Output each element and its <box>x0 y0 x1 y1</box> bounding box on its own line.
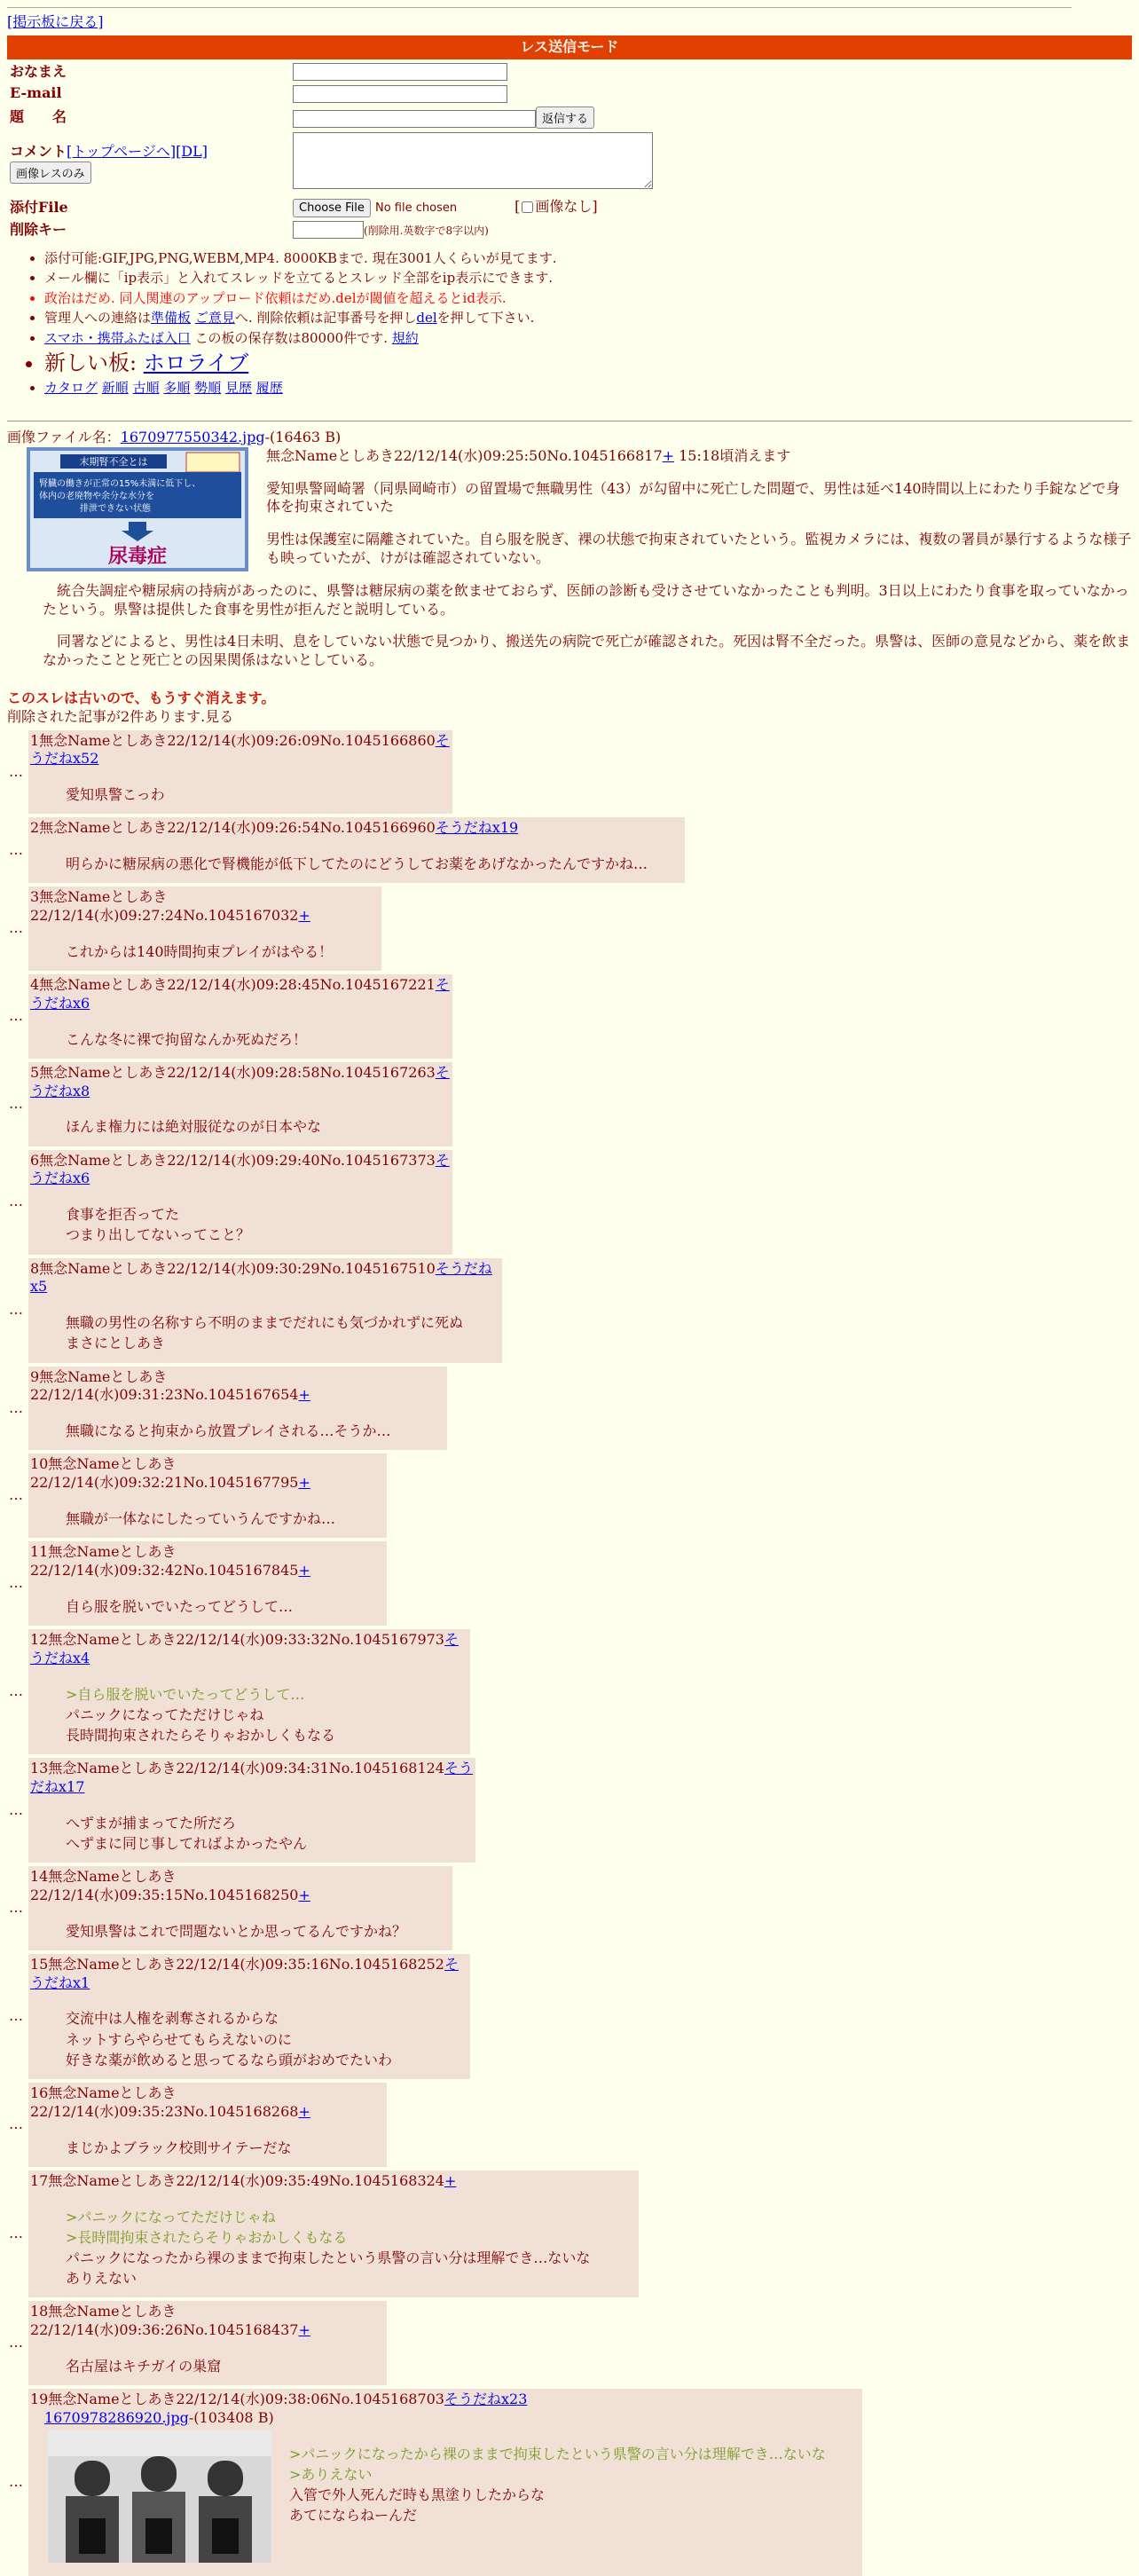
quote-line: >長時間拘束されたらそりゃおかしくもなる <box>66 2228 348 2246</box>
text-line: 名古屋はキチガイの巣窟 <box>66 2357 222 2375</box>
reply-header-text: 18無念Nameとしあき22/12/14(水)09:36:26No.1045168437 <box>30 2303 299 2339</box>
reply-dots: … <box>9 2334 23 2351</box>
reply-header-text: 5無念Nameとしあき22/12/14(水)09:28:58No.1045167263 <box>30 1063 436 1081</box>
reply-row <box>7 1258 1132 1363</box>
reply-header-text: 14無念Nameとしあき22/12/14(水)09:35:15No.1045168250 <box>30 1868 299 1903</box>
reply-post <box>28 1150 452 1255</box>
text-line: 好きな薬が飲めると思ってるなら頭がおめでたいわ <box>66 2051 393 2068</box>
no-file-text: No file chosen <box>374 201 458 215</box>
sort-many-link[interactable]: 多順 <box>163 380 191 397</box>
reply-row <box>7 1758 1132 1863</box>
reply-dots: … <box>9 1398 23 1416</box>
image-only-button[interactable]: 画像レスのみ <box>10 161 91 184</box>
catalog-link[interactable]: カタログ <box>44 380 98 397</box>
reply-header-text: 12無念Nameとしあき22/12/14(水)09:33:32No.1045167973 <box>30 1630 444 1648</box>
sodane-link[interactable]: そうだねx6 <box>30 976 450 1012</box>
text-line: ありえない <box>66 2270 137 2288</box>
reply-header-text: 9無念Nameとしあき22/12/14(水)09:31:23No.1045167654 <box>30 1367 299 1404</box>
reply-text <box>66 2138 385 2158</box>
reply-header <box>30 1868 451 1905</box>
contact-text-3: を押して下さい. <box>436 310 535 327</box>
sodane-link[interactable]: そうだねx52 <box>30 731 450 768</box>
info-sort-links <box>44 380 1132 398</box>
reply-row <box>7 1629 1132 1754</box>
text-line: へずまに同じ事してればよかったやん <box>66 1834 308 1852</box>
reply-post <box>28 1866 452 1950</box>
text-line: 愛知県警こっわ <box>66 786 165 804</box>
mobile-entrance-link[interactable]: スマホ・携帯ふたば入口 <box>44 329 191 346</box>
reply-text <box>66 1684 468 1746</box>
text-line: 入管で外人死んだ時も黒塗りしたからな <box>289 2486 546 2504</box>
reply-header-text: 3無念Nameとしあき22/12/14(水)09:27:24No.1045167032 <box>30 888 299 925</box>
no-image-option: [ 画像なし] <box>515 197 598 215</box>
reply-text <box>66 1116 451 1137</box>
info-new-board <box>44 350 1132 377</box>
subject-input[interactable] <box>293 110 536 128</box>
rules-link[interactable]: 規約 <box>391 329 419 346</box>
op-image-caption: 尿毒症 <box>107 545 168 568</box>
plus-link[interactable]: + <box>298 2321 310 2339</box>
reply-header <box>30 1455 385 1493</box>
plus-link[interactable]: + <box>298 1474 310 1492</box>
text-line: 長時間拘束されたらそりゃおかしくもなる <box>66 1726 336 1744</box>
reply-dots: … <box>9 919 23 937</box>
text-line: あてにならねーんだ <box>289 2507 418 2525</box>
subject-label: 題 名 <box>10 108 67 126</box>
op-post <box>7 429 1132 670</box>
reply-post <box>28 1062 452 1146</box>
sort-old-link[interactable]: 古順 <box>132 380 160 397</box>
op-file-label: 画像ファイル名： <box>7 428 121 445</box>
no-image-checkbox[interactable] <box>522 201 533 213</box>
reply-text <box>66 2207 637 2289</box>
sort-new-link[interactable]: 新順 <box>101 380 129 397</box>
reply-dots: … <box>9 2115 23 2132</box>
reply-header <box>30 2391 860 2409</box>
sodane-link[interactable]: そうだねx19 <box>435 819 519 837</box>
dl-link[interactable]: [DL] <box>176 143 208 161</box>
reply-post <box>28 1629 470 1754</box>
op-paragraph: 同署などによると、男性は4日未明、息をしていない状態で見つかり、搬送先の病院で死亡が確認された。死因は腎不全だった。県警は、医師の意見などから、薬を飲まなかったことと死亡との因果関係はないとしている。 <box>43 633 1131 669</box>
comment-textarea[interactable] <box>293 132 653 189</box>
reply-row <box>7 2389 1132 2576</box>
submit-reply-button[interactable]: 返信する <box>536 106 594 129</box>
reply-row <box>7 1954 1132 2079</box>
comment-label-cell <box>7 130 290 196</box>
deleted-posts-note[interactable]: 削除された記事が2件あります.見る <box>7 707 234 725</box>
new-board-link[interactable]: ホロライブ <box>143 351 249 376</box>
reply-header-text: 4無念Nameとしあき22/12/14(水)09:28:45No.1045167221 <box>30 976 436 994</box>
delkey-note: (削除用.英数字で8字以内) <box>364 224 489 237</box>
quote-line: >パニックになったから裸のままで拘束したという県警の言い分は理解でき…ないな <box>289 2445 826 2462</box>
reply-post <box>28 1541 387 1626</box>
reply-text <box>66 854 683 874</box>
no-image-label: 画像なし <box>535 197 593 215</box>
reply-header-text: 1無念Nameとしあき22/12/14(水)09:26:09No.1045166860 <box>30 731 436 749</box>
plus-link[interactable]: + <box>298 907 310 925</box>
reply-post <box>28 2389 862 2576</box>
reply-row <box>7 2083 1132 2167</box>
reply-content <box>30 2428 860 2568</box>
reply-text <box>66 2356 385 2376</box>
reply-list <box>7 730 1132 2386</box>
reply-header-text: 11無念Nameとしあき22/12/14(水)09:32:42No.1045167845 <box>30 1543 299 1579</box>
reply-dots: … <box>9 2007 23 2024</box>
reply-header <box>30 819 683 838</box>
reply-header-text: 17無念Nameとしあき22/12/14(水)09:35:49No.1045168324 <box>30 2171 444 2189</box>
reply-post <box>28 730 452 815</box>
plus-link[interactable]: + <box>444 2171 457 2189</box>
reply-header <box>30 1368 445 1406</box>
reply-header <box>30 1760 474 1797</box>
reply-dots: … <box>9 2473 23 2491</box>
sodane-link[interactable]: そうだねx8 <box>30 1063 450 1099</box>
info-rules: • 政治はだめ. 同人関連のアップロード依頼はだめ.delが閾値を超えるとid表示. <box>44 290 1132 308</box>
reply-dots: … <box>9 1193 23 1210</box>
reply-dots: … <box>9 762 23 780</box>
info-mobile <box>44 330 1132 348</box>
reply-row <box>7 1866 1132 1950</box>
reply-post <box>28 2083 387 2167</box>
reply-header-text: 16無念Nameとしあき22/12/14(水)09:35:23No.1045168268 <box>30 2084 299 2120</box>
plus-link[interactable]: + <box>298 1886 310 1903</box>
reply-header <box>30 1956 468 1993</box>
op-image-body-2: 体内の老廃物や余分な水分を <box>39 491 154 501</box>
op-image-body-3: 排泄できない状態 <box>80 503 151 514</box>
thread-expiring-warning: このスレは古いので、もうすぐ消えます。 <box>7 689 276 706</box>
op-paragraph: 統合失調症や糖尿病の持病があったのに、県警は糖尿病の薬を飲ませておらず、医師の診断も受けさせていなかったことも判明。3日以上にわたり食事を取っていなかったという。県警は提供した食事を男性が拒んだと説明している。 <box>43 581 1129 618</box>
text-line: ネットすらやらせてもらえないのに <box>66 2030 293 2048</box>
reply-header <box>30 1543 385 1580</box>
reply-thumbnail[interactable] <box>48 2430 271 2568</box>
text-line: パニックになってただけじゃね <box>66 1706 264 1723</box>
reply-dots: … <box>9 840 23 858</box>
delkey-label: 削除キー <box>10 220 67 238</box>
reply-row <box>7 1541 1132 1626</box>
reply-row <box>7 2301 1132 2385</box>
reply-header <box>30 1064 451 1101</box>
back-nav <box>7 13 1132 32</box>
text-line: ほんま権力には絶対服従なのが日本やな <box>66 1118 322 1136</box>
reply-post <box>28 886 381 971</box>
text-line: 自ら服を脱いでいたってどうして… <box>66 1597 294 1615</box>
text-line: まさにとしあき <box>66 1335 166 1352</box>
storage-text: この板の保存数は80000件です. <box>190 329 392 346</box>
text-line: 食事を拒否ってた <box>66 1206 180 1224</box>
info-ip: • メール欄に「ip表示」と入れてスレッドを立てるとスレッド全部をip表示にできます. <box>44 270 1132 288</box>
op-paragraph: 男性は保護室に隔離されていた。自ら服を脱ぎ、裸の状態で拘束されていたという。監視カメラには、複数の署員が暴行するような様子も映っていたが、けがは確認されていない。 <box>266 531 1132 566</box>
op-image-title: 末期腎不全とは <box>79 455 148 468</box>
reply-header <box>30 888 380 926</box>
sodane-link[interactable]: そうだねx6 <box>30 1151 450 1187</box>
sodane-link[interactable]: そうだねx4 <box>30 1630 459 1666</box>
reply-dots: … <box>9 1301 23 1319</box>
reply-text <box>289 2444 826 2568</box>
text-line: こんな冬に裸で拘留なんか死ぬだろ！ <box>66 1030 308 1048</box>
op-paragraph: 愛知県警岡崎署（同県岡崎市）の留置場で無職男性（43）が勾留中に死亡した問題で、男性は延べ140時間以上にわたり手錠などで身体を拘束されていた <box>266 479 1120 516</box>
op-file-link[interactable]: 1670977550342.jpg <box>120 428 265 445</box>
quote-line: >ありえない <box>289 2465 373 2483</box>
sodane-link[interactable]: そうだねx23 <box>444 2391 528 2408</box>
reply-header-text: 15無念Nameとしあき22/12/14(水)09:35:16No.1045168252 <box>30 1955 444 1973</box>
sodane-link[interactable]: そうだねx5 <box>30 1259 492 1296</box>
reply-header <box>30 2172 637 2191</box>
reply-text <box>66 1029 451 1050</box>
text-line: 愛知県警はこれで問題ないとか思ってるんですかね？ <box>66 1922 407 1940</box>
op-expire-text: 15:18頃消えます <box>674 446 791 464</box>
reply-text <box>66 2008 468 2070</box>
reply-header <box>30 1152 451 1189</box>
op-file-line <box>7 429 1132 447</box>
text-line: へずまが捕まってた所だろ <box>66 1814 237 1832</box>
sort-momentum-link[interactable]: 勢順 <box>194 380 222 397</box>
quote-line: >自ら服を脱いでいたってどうして… <box>66 1685 305 1703</box>
text-line: つまり出してないってこと？ <box>66 1226 251 1244</box>
reply-text <box>66 1596 385 1617</box>
reply-post <box>28 974 452 1059</box>
reply-text <box>66 1312 500 1353</box>
reply-text <box>66 941 380 962</box>
reply-row <box>7 1150 1132 1255</box>
reply-post <box>28 2301 387 2385</box>
text-line: 交流中は人権を剥奪されるからな <box>66 2010 279 2028</box>
text-line: パニックになったから裸のままで拘束したという県警の言い分は理解でき…ないな <box>66 2249 591 2266</box>
reply-dots: … <box>9 1899 23 1917</box>
op-header-text: 無念Nameとしあき22/12/14(水)09:25:50No.1045166817 <box>266 446 663 464</box>
top-divider <box>7 7 1072 8</box>
reply-header-text: 19無念Nameとしあき22/12/14(水)09:38:06No.1045168703 <box>30 2391 444 2408</box>
quote-line: >パニックになってただけじゃね <box>66 2208 276 2225</box>
viewed-history-link[interactable]: 見歴 <box>224 380 252 397</box>
reply-file-link[interactable]: 1670978286920.jpg <box>44 2408 189 2426</box>
plus-link[interactable]: + <box>298 1561 310 1579</box>
opinion-link[interactable]: ご意見 <box>194 310 235 327</box>
reply-header <box>30 2084 385 2122</box>
sodane-link[interactable]: そうだねx17 <box>30 1760 473 1795</box>
comment-label: コメント <box>10 143 67 161</box>
name-label: おなまえ <box>10 62 67 80</box>
reply-header <box>30 2303 385 2340</box>
op-thumbnail[interactable] <box>27 447 248 571</box>
junbi-board-link[interactable]: 準備板 <box>151 310 192 327</box>
reply-row <box>7 730 1132 815</box>
email-label: E-mail <box>10 84 62 102</box>
reply-post <box>28 1758 475 1863</box>
reply-form <box>7 61 656 241</box>
reply-text <box>66 1509 385 1529</box>
reply-dots: … <box>9 1007 23 1025</box>
reply-header-text: 8無念Nameとしあき22/12/14(水)09:30:29No.1045167510 <box>30 1259 436 1277</box>
reply-dots: … <box>9 1800 23 1818</box>
op-thumbnail-image <box>27 447 248 571</box>
reply-dots: … <box>9 1094 23 1112</box>
reply-row <box>7 886 1132 971</box>
choose-file-button[interactable]: Choose File <box>293 199 371 217</box>
reply-row <box>7 1453 1132 1538</box>
op-image-body-1: 腎臓の働きが正常の15%未満に低下し、 <box>39 478 201 489</box>
reply-text <box>66 1421 445 1441</box>
reply-file-line <box>44 2409 860 2428</box>
text-line: まじかよブラック校則サイテーだな <box>66 2139 292 2156</box>
text-line: 無職の男性の名称すら不明のままでだれにも気づかれずに死ぬ <box>66 1314 464 1332</box>
op-plus-link[interactable]: + <box>662 446 675 464</box>
reply-header <box>30 976 451 1013</box>
reply-thumbnail-image <box>48 2430 271 2563</box>
contact-text-2: へ. 削除依頼は記事番号を押し <box>234 310 417 327</box>
reply-mode-bar: レス送信モード <box>7 35 1132 59</box>
op-file-size: -(16463 B) <box>264 428 342 445</box>
reply-row <box>7 1367 1132 1451</box>
board-info-list <box>7 250 1132 398</box>
reply-header <box>30 732 451 769</box>
history-link[interactable]: 履歴 <box>255 380 283 397</box>
reply-row <box>7 1062 1132 1146</box>
info-upload: • 添付可能:GIF,JPG,PNG,WEBM,MP4. 8000KBまで. 現在3001人くらいが見てます. <box>44 250 1132 268</box>
reply-dots: … <box>9 1574 23 1592</box>
reply-dots: … <box>9 1682 23 1700</box>
reply-post <box>28 817 685 883</box>
reply-post <box>28 1367 447 1451</box>
reply-header-text: 10無念Nameとしあき22/12/14(水)09:32:21No.1045167795 <box>30 1455 299 1492</box>
text-line: 無職が一体なにしたっていうんですかね… <box>66 1509 336 1527</box>
del-link[interactable]: del <box>416 310 437 327</box>
email-input[interactable] <box>293 85 507 103</box>
reply-post <box>28 1258 502 1363</box>
text-line: これからは140時間拘束プレイがはやる！ <box>66 942 334 960</box>
new-board-label: 新しい板: <box>44 351 144 376</box>
name-input[interactable] <box>293 63 507 81</box>
reply-dots: … <box>9 1486 23 1504</box>
reply-header-text: 2無念Nameとしあき22/12/14(水)09:26:54No.1045166960 <box>30 819 436 837</box>
sodane-link[interactable]: そうだねx1 <box>30 1955 459 1991</box>
toppage-link[interactable]: [トップページへ] <box>67 143 177 161</box>
reply-row <box>7 817 1132 883</box>
text-line: 明らかに糖尿病の悪化で腎機能が低下してたのにどうしてお薬をあげなかったんですかね… <box>66 855 648 873</box>
reply-header-text: 13無念Nameとしあき22/12/14(水)09:34:31No.1045168124 <box>30 1760 444 1777</box>
plus-link[interactable]: + <box>298 2102 310 2120</box>
reply-dots: … <box>9 2225 23 2242</box>
file-label: 添付File <box>10 198 68 216</box>
plus-link[interactable]: + <box>298 1386 310 1404</box>
reply-header-text: 6無念Nameとしあき22/12/14(水)09:29:40No.1045167373 <box>30 1151 436 1169</box>
reply-file-size: -(103408 B) <box>188 2408 274 2426</box>
reply-text <box>66 1813 474 1854</box>
reply-post <box>28 1954 470 2079</box>
text-line: 無職になると拘束から放置プレイされる…そうか… <box>66 1422 391 1440</box>
reply-text <box>66 784 451 805</box>
delkey-input[interactable] <box>293 221 364 239</box>
reply-header <box>30 1260 500 1297</box>
contact-text: 管理人への連絡は <box>44 310 152 327</box>
reply-row <box>7 974 1132 1059</box>
reply-text <box>66 1921 451 1942</box>
info-contact <box>44 310 1132 327</box>
reply-text <box>66 1204 451 1245</box>
reply-post <box>28 1453 387 1538</box>
reply-header <box>30 1631 468 1668</box>
back-to-board-link[interactable]: [掲示板に戻る] <box>7 13 104 30</box>
